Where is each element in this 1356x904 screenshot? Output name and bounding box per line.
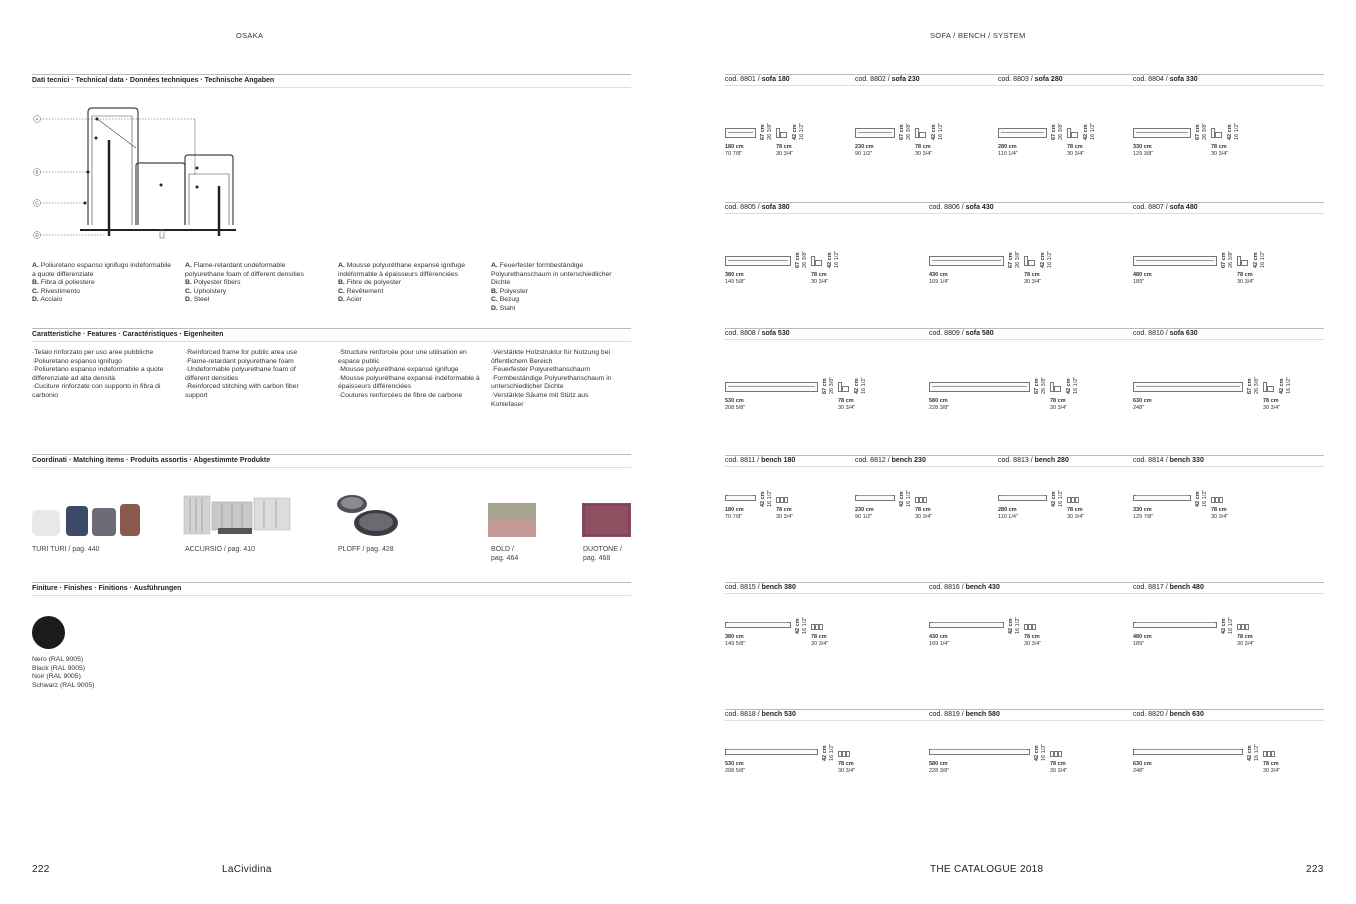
- side-view-drawing: [1211, 128, 1222, 138]
- finish-names: Nero (RAL 9005) Black (RAL 9005) Noir (RAL 9005) Schwarz (RAL 9005): [32, 656, 95, 689]
- width-dimension: 330 cm 129 3/8": [1133, 144, 1154, 157]
- depth-dimension: 78 cm 30 3/4": [1237, 634, 1255, 647]
- height-dimension: 67 cm 26 3/8": [795, 250, 808, 268]
- product-code[interactable]: cod. 8812 / bench 230: [855, 457, 926, 464]
- finishes-title: Finiture · Finishes · Finitions · Ausführungen: [32, 582, 631, 596]
- sofa-front-drawing: [998, 128, 1047, 138]
- matching-items-title: Coordinati · Matching items · Produits assortis · Abgestimmte Produkte: [32, 454, 631, 468]
- side-view-drawing: [1050, 382, 1061, 392]
- features-col-it: ·Telaio rinforzato per uso aree pubbliche ·Poliuretano espanso ignifugo ·Poliuretano espanso indeformabile a quote differenziate ad alta densità ·Cuciture rinforzate con supporto in fibra di carbonio: [32, 349, 164, 399]
- depth-dimension: 78 cm 30 3/4": [1237, 272, 1255, 285]
- running-head-left: OSAKA: [236, 31, 264, 40]
- width-dimension: 230 cm 90 1/2": [855, 144, 874, 157]
- product-code[interactable]: cod. 8811 / bench 180: [725, 457, 796, 464]
- materials-col-en: A. Flame-retardant undeformable polyurethane foam of different densities B. Polyester fibers C. Upholstery D. Steel: [185, 262, 304, 304]
- depth-dimension: 78 cm 30 3/4": [915, 144, 933, 157]
- sofa-front-drawing: [725, 382, 818, 392]
- product-code[interactable]: cod. 8817 / bench 480: [1133, 584, 1204, 591]
- side-view-drawing: [776, 493, 787, 503]
- height-dimension: 67 cm 26 3/8": [1034, 376, 1047, 394]
- width-dimension: 530 cm 208 5/8": [725, 398, 746, 411]
- product-code[interactable]: cod. 8814 / bench 330: [1133, 457, 1204, 464]
- features-col-de: ·Verstärkte Holzstruktur für Nutzung bei öffentlichem Bereich ·Feuerfester Polyurethanschaum ·Formbeständige Polyurethanschaum in unterschiedlicher Dichte ·Verstärkte Säume mit Stütz aus Kohlefaser: [491, 349, 612, 408]
- height-dimension: 67 cm 26 3/8": [1008, 250, 1021, 268]
- product-code[interactable]: cod. 8815 / bench 380: [725, 584, 796, 591]
- width-dimension: 330 cm 129 7/8": [1133, 507, 1154, 520]
- features-col-en: ·Reinforced frame for public area use ·Flame-retardant polyurethane foam ·Undeformable polyurethane foam of different densities ·Reinforced stitching with carbon fiber support: [185, 349, 299, 399]
- sofa-front-drawing: [929, 256, 1004, 266]
- seat-height-dimension: 42 cm 16 1/2": [1083, 122, 1096, 140]
- width-dimension: 580 cm 228 3/8": [929, 398, 950, 411]
- side-view-drawing: [1237, 256, 1248, 266]
- width-dimension: 630 cm 248": [1133, 761, 1152, 774]
- product-code[interactable]: cod. 8818 / bench 530: [725, 711, 796, 718]
- seat-height-dimension: 42 cm 16 1/2": [795, 616, 808, 634]
- seat-height-dimension: 42 cm 16 1/2": [1034, 743, 1047, 761]
- height-dimension: 67 cm 26 3/8": [1051, 122, 1064, 140]
- product-code[interactable]: cod. 8816 / bench 430: [929, 584, 1000, 591]
- height-dimension: 67 cm 26 3/8": [760, 122, 773, 140]
- bench-front-drawing: [1133, 622, 1217, 628]
- side-view-drawing: [776, 128, 787, 138]
- matching-label-turi-turi[interactable]: TURI TURI / pag. 440: [32, 546, 100, 553]
- seat-height-dimension: 42 cm 16 1/2": [822, 743, 835, 761]
- side-view-drawing: [1237, 620, 1248, 630]
- product-code[interactable]: cod. 8808 / sofa 530: [725, 330, 790, 337]
- side-view-drawing: [1067, 128, 1078, 138]
- product-code[interactable]: cod. 8807 / sofa 480: [1133, 204, 1198, 211]
- catalogue-title: THE CATALOGUE 2018: [930, 864, 1044, 875]
- width-dimension: 430 cm 169 1/4": [929, 272, 950, 285]
- seat-height-dimension: 42 cm 16 1/2": [792, 122, 805, 140]
- materials-col-de: A. Feuerfester formbeständige Polyurethanschaum in unterschiedlicher Dichte B. Polyester C. Bezug D. Stahl: [491, 262, 612, 312]
- diagram-label-a: A: [35, 116, 39, 122]
- seat-height-dimension: 42 cm 16 1/2": [1008, 616, 1021, 634]
- width-dimension: 380 cm 149 5/8": [725, 634, 746, 647]
- side-view-drawing: [1050, 747, 1061, 757]
- bench-front-drawing: [855, 495, 895, 501]
- bench-front-drawing: [1133, 749, 1243, 755]
- product-code[interactable]: cod. 8810 / sofa 630: [1133, 330, 1198, 337]
- seat-height-dimension: 42 cm 16 1/2": [1040, 250, 1053, 268]
- side-view-drawing: [1263, 747, 1274, 757]
- materials-col-fr: A. Mousse polyuréthane expansé ignifuge indéformable à épaisseurs différenciées B. Fibre de polyester C. Revêtement D. Acier: [338, 262, 465, 304]
- depth-dimension: 78 cm 30 3/4": [1211, 507, 1229, 520]
- side-view-drawing: [915, 493, 926, 503]
- depth-dimension: 78 cm 30 3/4": [838, 398, 856, 411]
- matching-label-accursio[interactable]: ACCURSIO / pag. 410: [185, 546, 256, 553]
- depth-dimension: 78 cm 30 3/4": [811, 634, 829, 647]
- seat-height-dimension: 42 cm 16 1/2": [1221, 616, 1234, 634]
- product-code[interactable]: cod. 8805 / sofa 380: [725, 204, 790, 211]
- side-view-drawing: [811, 256, 822, 266]
- sofa-front-drawing: [1133, 128, 1191, 138]
- materials-col-it: A. Poliuretano espanso ignifugo indeformabile a quote differenziate B. Fibra di poliestere C. Rivestimento D. Acciaio: [32, 262, 172, 304]
- depth-dimension: 78 cm 30 3/4": [1067, 144, 1085, 157]
- seat-height-dimension: 42 cm 16 1/2": [854, 376, 867, 394]
- depth-dimension: 78 cm 30 3/4": [776, 507, 794, 520]
- seat-height-dimension: 42 cm 16 1/2": [931, 122, 944, 140]
- depth-dimension: 78 cm 30 3/4": [776, 144, 794, 157]
- width-dimension: 530 cm 208 5/8": [725, 761, 746, 774]
- width-dimension: 280 cm 110 1/4": [998, 507, 1018, 520]
- bench-front-drawing: [1133, 495, 1191, 501]
- turi-turi-image: [30, 498, 142, 538]
- product-code[interactable]: cod. 8804 / sofa 330: [1133, 76, 1198, 83]
- depth-dimension: 78 cm 30 3/4": [1024, 634, 1042, 647]
- technical-diagram: [30, 100, 250, 245]
- seat-height-dimension: 42 cm 16 1/2": [1227, 122, 1240, 140]
- product-row-divider: [725, 709, 1324, 721]
- depth-dimension: 78 cm 30 3/4": [1211, 144, 1229, 157]
- width-dimension: 380 cm 149 5/8": [725, 272, 746, 285]
- bench-front-drawing: [998, 495, 1047, 501]
- width-dimension: 580 cm 228 3/8": [929, 761, 950, 774]
- bench-front-drawing: [725, 749, 818, 755]
- width-dimension: 480 cm 189": [1133, 634, 1152, 647]
- side-view-drawing: [1024, 256, 1035, 266]
- depth-dimension: 78 cm 30 3/4": [1067, 507, 1085, 520]
- technical-data-title: Dati tecnici · Technical data · Données techniques · Technische Angaben: [32, 74, 631, 88]
- product-code[interactable]: cod. 8806 / sofa 430: [929, 204, 994, 211]
- sofa-front-drawing: [855, 128, 895, 138]
- seat-height-dimension: 42 cm 16 1/2": [1247, 743, 1260, 761]
- ploff-image: [334, 492, 400, 538]
- sofa-front-drawing: [725, 256, 791, 266]
- product-code[interactable]: cod. 8803 / sofa 280: [998, 76, 1063, 83]
- running-head-right: SOFA / BENCH / SYSTEM: [930, 31, 1026, 40]
- product-code[interactable]: cod. 8802 / sofa 230: [855, 76, 920, 83]
- side-view-drawing: [1024, 620, 1035, 630]
- seat-height-dimension: 42 cm 16 1/2": [1066, 376, 1079, 394]
- width-dimension: 280 cm 110 1/4": [998, 144, 1018, 157]
- product-row-divider: [725, 202, 1324, 214]
- product-code[interactable]: cod. 8801 / sofa 180: [725, 76, 790, 83]
- width-dimension: 430 cm 169 1/4": [929, 634, 950, 647]
- height-dimension: 67 cm 26 3/8": [1221, 250, 1234, 268]
- matching-label-ploff[interactable]: PLOFF / pag. 428: [338, 546, 394, 553]
- sofa-front-drawing: [1133, 382, 1243, 392]
- depth-dimension: 78 cm 30 3/4": [838, 761, 856, 774]
- seat-height-dimension: 42 cm 16 1/2": [1195, 489, 1208, 507]
- height-dimension: 67 cm 26 3/8": [1195, 122, 1208, 140]
- width-dimension: 230 cm 90 1/2": [855, 507, 874, 520]
- depth-dimension: 78 cm 30 3/4": [1050, 761, 1068, 774]
- width-dimension: 180 cm 70 7/8": [725, 507, 744, 520]
- side-view-drawing: [811, 620, 822, 630]
- features-col-fr: ·Structure renforcée pour une utilisation en espace public ·Mousse polyuréthane expansé ignifuge ·Mousse polyuréthane expansé indéformable à épaisseurs différenciées ·Coutures renforcées de fibre de carbone: [338, 349, 480, 399]
- side-view-drawing: [1263, 382, 1274, 392]
- depth-dimension: 78 cm 30 3/4": [1050, 398, 1068, 411]
- bench-front-drawing: [929, 622, 1004, 628]
- diagram-label-d: D: [35, 232, 39, 238]
- seat-height-dimension: 42 cm 16 1/2": [827, 250, 840, 268]
- sofa-front-drawing: [1133, 256, 1217, 266]
- width-dimension: 630 cm 248": [1133, 398, 1152, 411]
- diagram-label-c: C: [35, 200, 39, 206]
- seat-height-dimension: 42 cm 16 1/2": [899, 489, 912, 507]
- depth-dimension: 78 cm 30 3/4": [811, 272, 829, 285]
- sofa-front-drawing: [929, 382, 1030, 392]
- seat-height-dimension: 42 cm 16 1/2": [1253, 250, 1266, 268]
- bench-front-drawing: [929, 749, 1030, 755]
- bench-front-drawing: [725, 622, 791, 628]
- depth-dimension: 78 cm 30 3/4": [1263, 398, 1281, 411]
- side-view-drawing: [838, 747, 849, 757]
- product-code[interactable]: cod. 8820 / bench 630: [1133, 711, 1204, 718]
- side-view-drawing: [1211, 493, 1222, 503]
- depth-dimension: 78 cm 30 3/4": [1024, 272, 1042, 285]
- side-view-drawing: [1067, 493, 1078, 503]
- depth-dimension: 78 cm 30 3/4": [915, 507, 933, 520]
- product-code[interactable]: cod. 8819 / bench 580: [929, 711, 1000, 718]
- page-number-right: 223: [1306, 864, 1324, 875]
- height-dimension: 67 cm 26 3/8": [822, 376, 835, 394]
- matching-label-duotone[interactable]: DUOTONE / pag. 468: [583, 546, 622, 562]
- matching-label-bold[interactable]: BOLD / pag. 464: [491, 546, 519, 562]
- page-number-left: 222: [32, 864, 50, 875]
- side-view-drawing: [915, 128, 926, 138]
- bench-front-drawing: [725, 495, 756, 501]
- depth-dimension: 78 cm 30 3/4": [1263, 761, 1281, 774]
- features-title: Caratteristiche · Features · Caractéristiques · Eigenheiten: [32, 328, 631, 342]
- brand-name: LaCividina: [222, 864, 272, 875]
- product-row-divider: [725, 582, 1324, 594]
- seat-height-dimension: 42 cm 16 1/2": [1279, 376, 1292, 394]
- seat-height-dimension: 42 cm 16 1/2": [1051, 489, 1064, 507]
- product-code[interactable]: cod. 8813 / bench 280: [998, 457, 1069, 464]
- duotone-image: [582, 503, 631, 537]
- height-dimension: 67 cm 26 3/8": [899, 122, 912, 140]
- product-row-divider: [725, 328, 1324, 340]
- height-dimension: 67 cm 26 3/8": [1247, 376, 1260, 394]
- bold-image: [488, 503, 536, 537]
- product-code[interactable]: cod. 8809 / sofa 580: [929, 330, 994, 337]
- seat-height-dimension: 42 cm 16 1/2": [760, 489, 773, 507]
- width-dimension: 180 cm 70 7/8": [725, 144, 744, 157]
- side-view-drawing: [838, 382, 849, 392]
- accursio-image: [182, 494, 294, 538]
- finish-swatch-black: [32, 616, 65, 649]
- diagram-label-b: B: [35, 169, 39, 175]
- width-dimension: 480 cm 189": [1133, 272, 1152, 285]
- sofa-front-drawing: [725, 128, 756, 138]
